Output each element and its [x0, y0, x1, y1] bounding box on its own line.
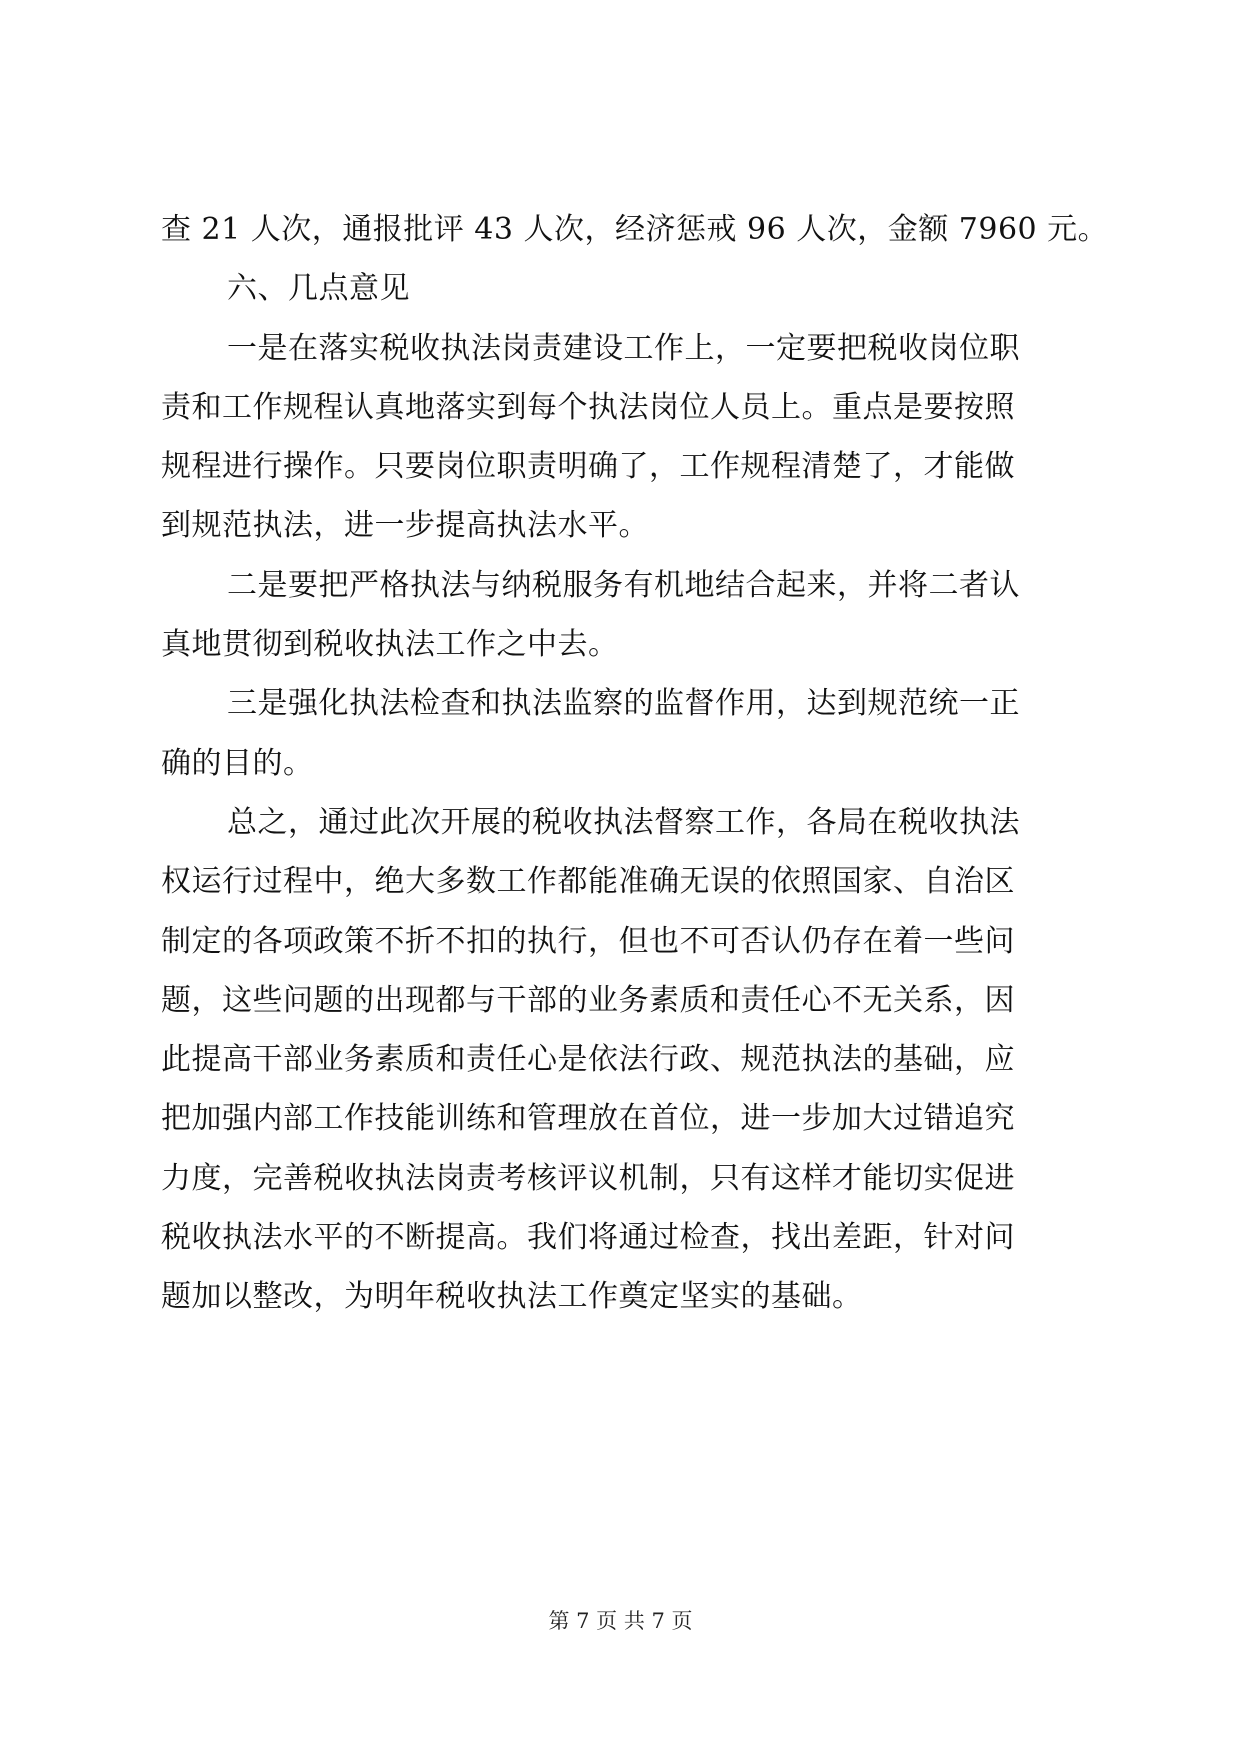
text-line: 三是强化执法检查和执法监察的监督作用，达到规范统一正	[227, 686, 1020, 722]
text-line: 力度，完善税收执法岗责考核评议机制，只有这样才能切实促进	[161, 1160, 1015, 1196]
page-footer	[0, 1606, 1241, 1636]
page-number: 第 7 页 共 7 页	[548, 1609, 693, 1633]
text-line: 税收执法水平的不断提高。我们将通过检查，找出差距，针对问	[161, 1220, 1015, 1256]
document-body	[161, 200, 1109, 1327]
section-heading: 六、几点意见	[227, 271, 410, 307]
text-line: 题加以整改，为明年税收执法工作奠定坚实的基础。	[161, 1279, 863, 1315]
text-line: 规程进行操作。只要岗位职责明确了，工作规程清楚了，才能做	[161, 449, 1015, 485]
text-line: 二是要把严格执法与纳税服务有机地结合起来，并将二者认	[227, 567, 1020, 603]
text-line: 责和工作规程认真地落实到每个执法岗位人员上。重点是要按照	[161, 389, 1015, 425]
text-line: 总之，通过此次开展的税收执法督察工作，各局在税收执法	[227, 804, 1020, 840]
text-line: 真地贯彻到税收执法工作之中去。	[161, 627, 619, 663]
text-line: 一是在落实税收执法岗责建设工作上，一定要把税收岗位职	[227, 330, 1020, 366]
text-line: 此提高干部业务素质和责任心是依法行政、规范执法的基础，应	[161, 1042, 1015, 1078]
text-line: 题，这些问题的出现都与干部的业务素质和责任心不无关系，因	[161, 982, 1015, 1018]
text-line: 查 21 人次，通报批评 43 人次，经济惩戒 96 人次，金额 7960 元。	[161, 212, 1109, 247]
text-line: 确的目的。	[161, 745, 314, 781]
text-line: 权运行过程中，绝大多数工作都能准确无误的依照国家、自治区	[161, 864, 1015, 900]
text-line: 把加强内部工作技能训练和管理放在首位，进一步加大过错追究	[161, 1101, 1015, 1137]
text-line: 到规范执法，进一步提高执法水平。	[161, 508, 649, 544]
text-line: 制定的各项政策不折不扣的执行，但也不可否认仍存在着一些问	[161, 923, 1015, 959]
